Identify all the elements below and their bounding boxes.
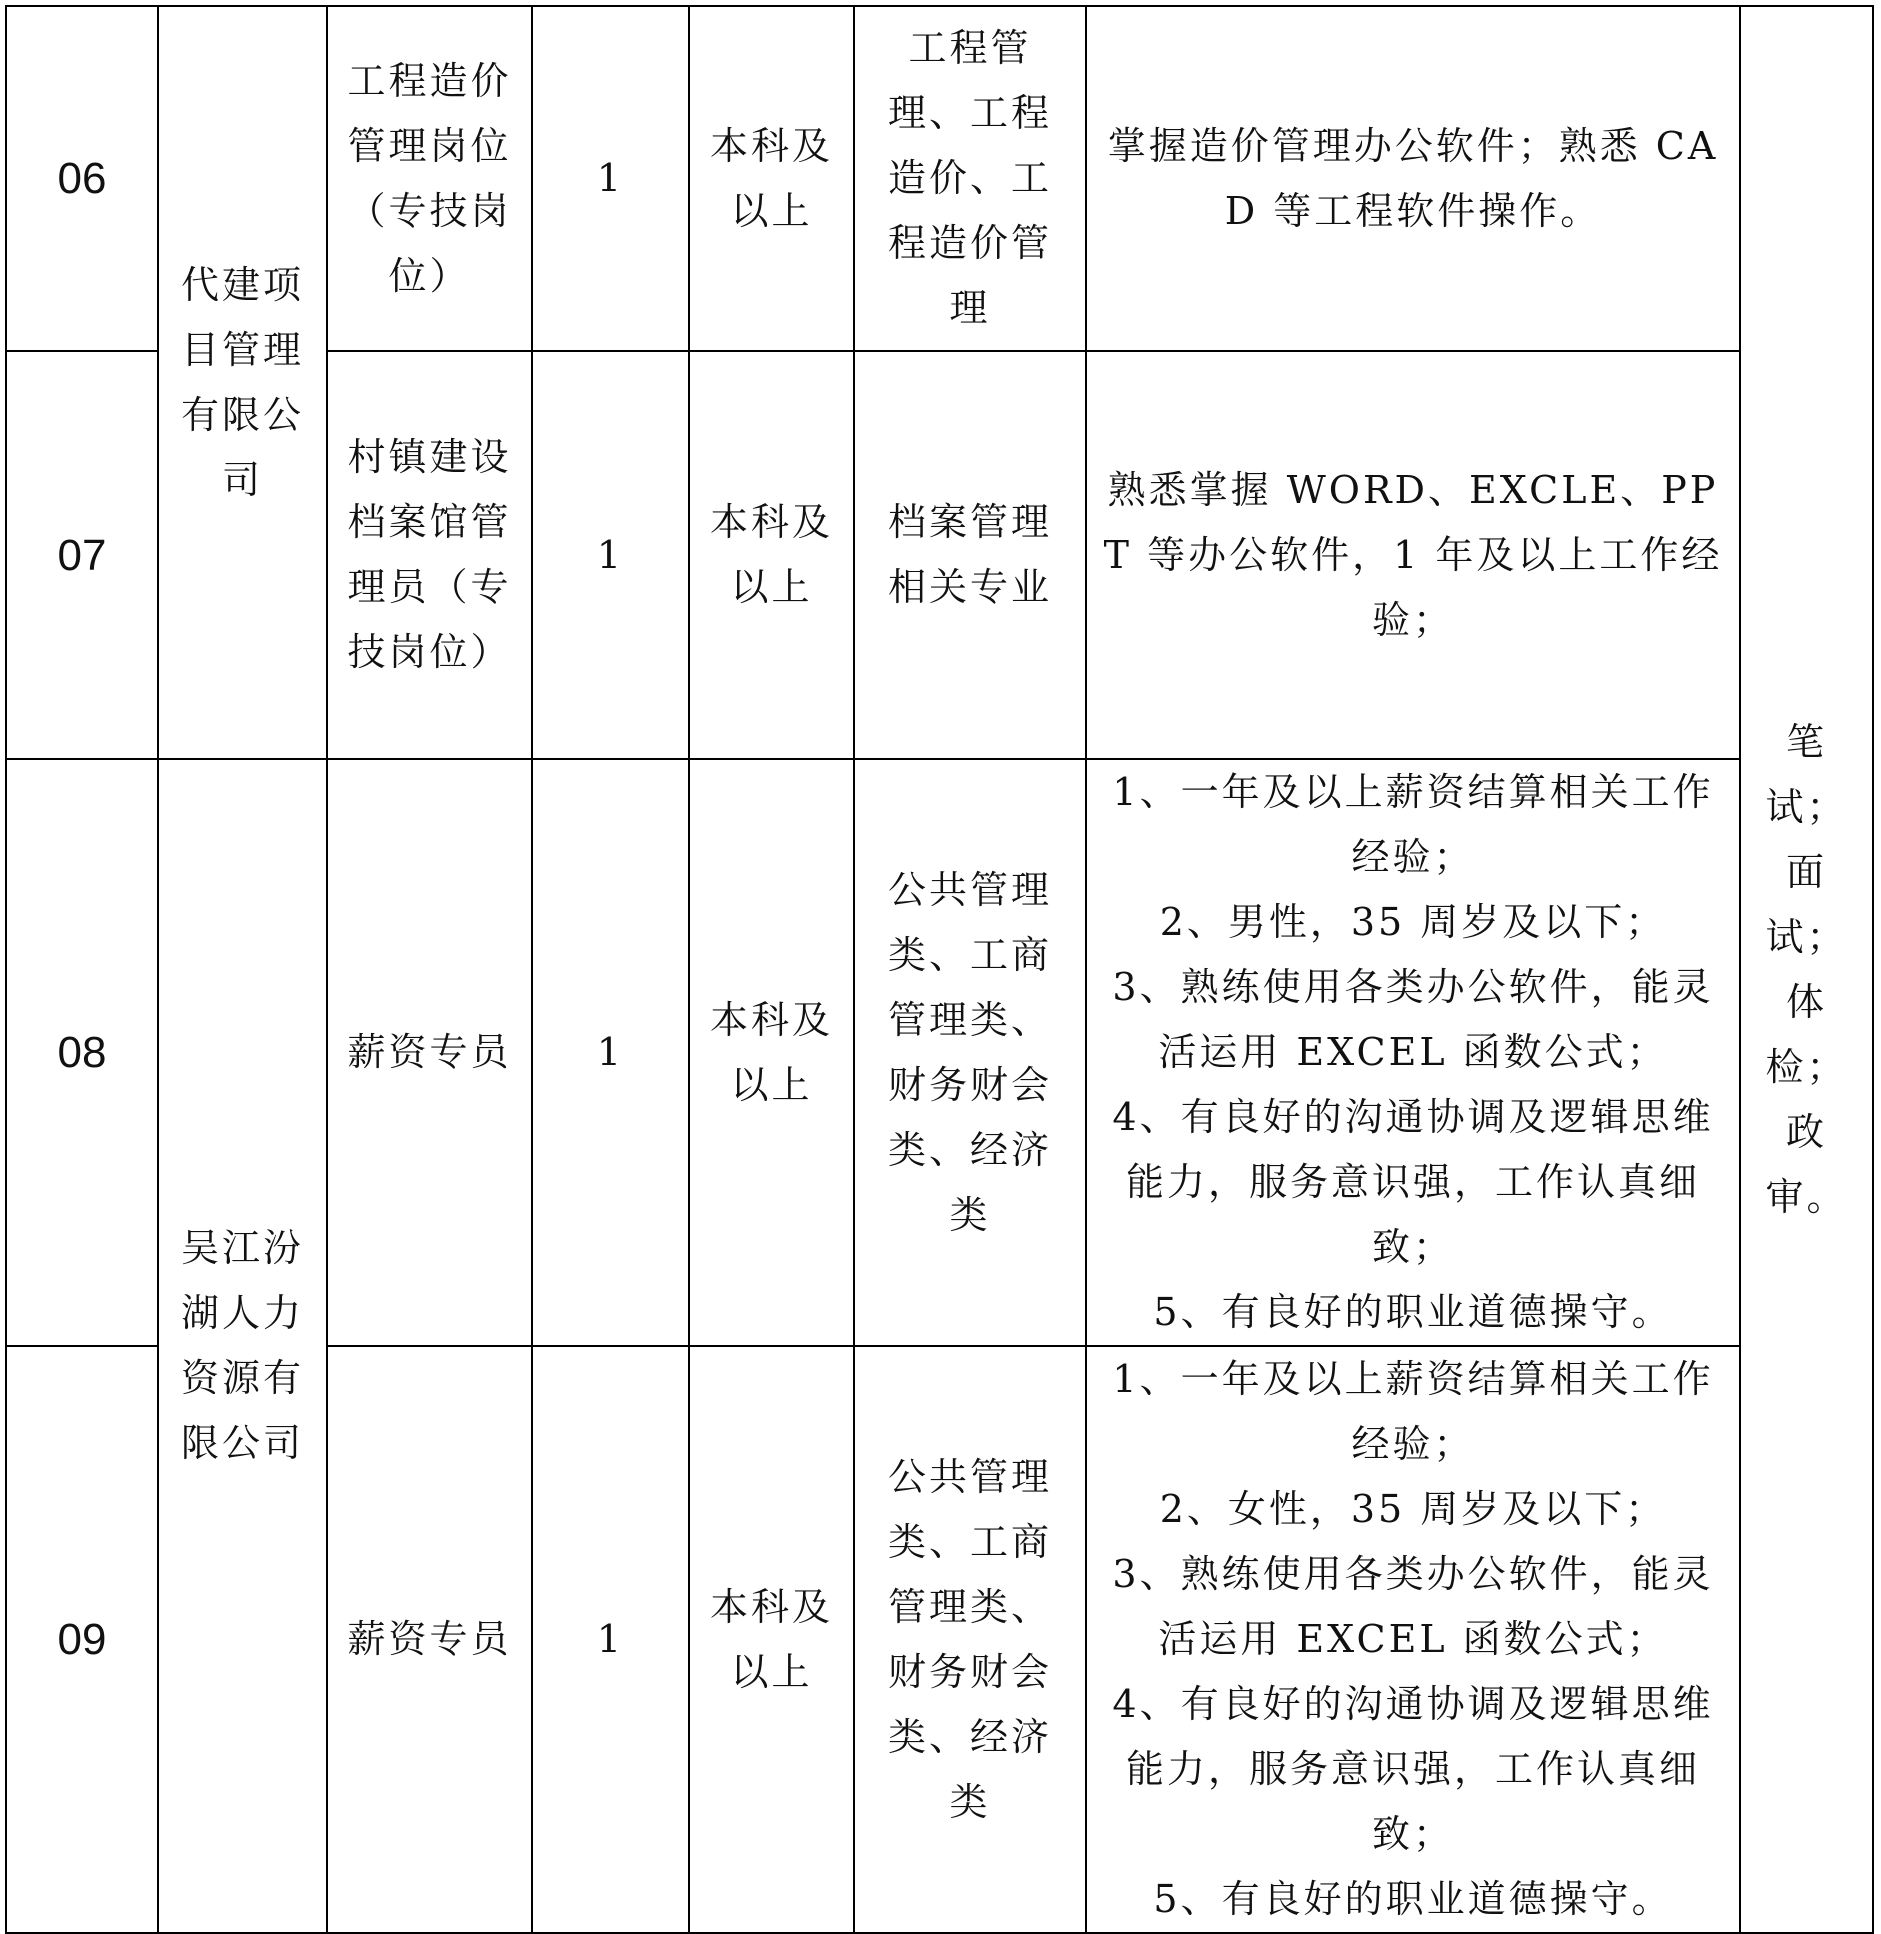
major-requirement: 公共管理类、工商管理类、财务财会类、经济类 — [854, 759, 1086, 1346]
job-recruitment-table — [5, 5, 1874, 1934]
position-name: 薪资专员 — [327, 1346, 532, 1933]
education-requirement: 本科及以上 — [689, 351, 854, 759]
hire-count: 1 — [532, 6, 689, 351]
education-requirement: 本科及以上 — [689, 6, 854, 351]
hire-count: 1 — [532, 759, 689, 1346]
company-name: 代建项目管理有限公司 — [158, 6, 327, 759]
position-code: 06 — [6, 6, 158, 351]
other-requirements: 1、一年及以上薪资结算相关工作经验； 2、女性，35 周岁及以下； 3、熟练使用各类办公软件，能灵活运用 EXCEL 函数公式； 4、有良好的沟通协调及逻辑思维能力，服务意识强，工作认真细致； 5、有良好的职业道德操守。 — [1086, 1346, 1740, 1933]
education-requirement: 本科及以上 — [689, 759, 854, 1346]
job-table-sheet — [5, 5, 1872, 1921]
position-name: 工程造价管理岗位（专技岗位） — [327, 6, 532, 351]
other-requirements: 掌握造价管理办公软件；熟悉 CAD 等工程软件操作。 — [1086, 6, 1740, 351]
position-code: 07 — [6, 351, 158, 759]
company-name: 吴江汾湖人力资源有限公司 — [158, 759, 327, 1933]
major-requirement: 公共管理类、工商管理类、财务财会类、经济类 — [854, 1346, 1086, 1933]
major-requirement: 工程管理、工程造价、工程造价管理 — [854, 6, 1086, 351]
table-row — [6, 759, 1873, 1346]
position-code: 08 — [6, 759, 158, 1346]
education-requirement: 本科及以上 — [689, 1346, 854, 1933]
assessment-method: 笔试；面试；体检；政审。 — [1740, 6, 1873, 1933]
hire-count: 1 — [532, 351, 689, 759]
hire-count: 1 — [532, 1346, 689, 1933]
other-requirements: 熟悉掌握 WORD、EXCLE、PPT 等办公软件，1 年及以上工作经验； — [1086, 351, 1740, 759]
table-row — [6, 6, 1873, 351]
position-name: 村镇建设档案馆管理员（专技岗位） — [327, 351, 532, 759]
position-code: 09 — [6, 1346, 158, 1933]
major-requirement: 档案管理相关专业 — [854, 351, 1086, 759]
other-requirements: 1、一年及以上薪资结算相关工作经验； 2、男性，35 周岁及以下； 3、熟练使用各类办公软件，能灵活运用 EXCEL 函数公式； 4、有良好的沟通协调及逻辑思维能力，服务意识强，工作认真细致； 5、有良好的职业道德操守。 — [1086, 759, 1740, 1346]
position-name: 薪资专员 — [327, 759, 532, 1346]
